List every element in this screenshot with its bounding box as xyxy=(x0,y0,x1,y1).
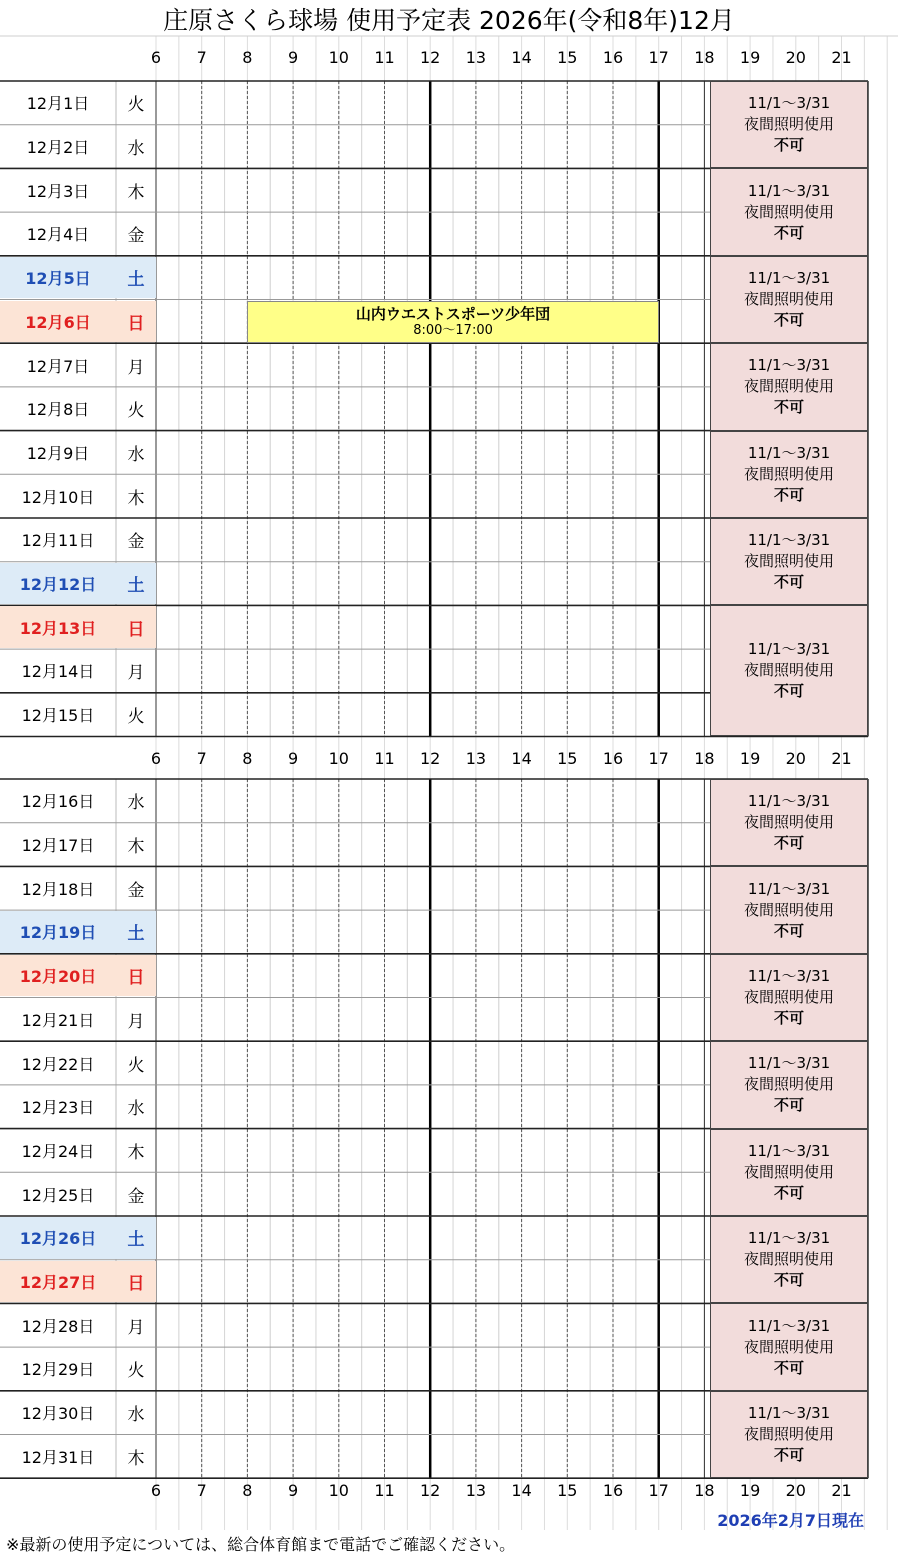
notice-line3: 不可 xyxy=(773,223,804,242)
weekday-cell: 月 xyxy=(127,357,145,378)
date-cell: 12月6日 xyxy=(0,301,116,343)
hour-label: 9 xyxy=(288,48,299,67)
notice-line3: 不可 xyxy=(773,1008,804,1027)
date-cell: 12月12日 xyxy=(0,563,116,605)
night-lighting-notice xyxy=(710,81,868,168)
hour-label: 18 xyxy=(694,1481,715,1500)
notice-line1: 11/1～3/31 xyxy=(747,792,831,811)
date-cell: 12月3日 xyxy=(26,181,90,201)
date-cell: 12月1日 xyxy=(26,94,90,114)
hour-label: 17 xyxy=(648,48,669,67)
weekday-cell: 月 xyxy=(127,1317,145,1338)
hour-label: 13 xyxy=(465,749,487,768)
hour-label: 14 xyxy=(511,48,532,67)
hour-label: 17 xyxy=(648,749,669,768)
notice-line3: 不可 xyxy=(773,310,804,329)
weekday-cell: 火 xyxy=(127,1055,145,1076)
date-cell: 12月10日 xyxy=(21,487,95,507)
booking-time: 8:00～17:00 xyxy=(413,322,493,338)
hour-label: 19 xyxy=(739,1481,761,1500)
hour-label: 16 xyxy=(602,48,624,67)
notice-line3: 不可 xyxy=(773,1445,804,1464)
notice-line3: 不可 xyxy=(773,573,804,592)
notice-line1: 11/1～3/31 xyxy=(747,879,831,898)
booking-name: 山内ウエストスポーツ少年団 xyxy=(355,304,551,323)
notice-line3: 不可 xyxy=(773,921,804,940)
weekday-cell: 木 xyxy=(127,182,145,203)
date-cell: 12月9日 xyxy=(26,443,90,463)
weekday-cell: 金 xyxy=(127,532,145,553)
hour-label: 10 xyxy=(328,1481,349,1500)
notice-line2: 夜間照明使用 xyxy=(743,813,834,832)
notice-line1: 11/1～3/31 xyxy=(747,1054,831,1073)
notice-line3: 不可 xyxy=(773,1271,804,1290)
date-cell: 12月5日 xyxy=(0,257,116,299)
night-lighting-notice xyxy=(710,431,868,518)
night-lighting-notice xyxy=(710,866,868,953)
date-cell: 12月18日 xyxy=(21,879,95,899)
notice-line3: 不可 xyxy=(773,834,804,853)
night-lighting-notice xyxy=(710,1129,868,1216)
hour-label: 20 xyxy=(785,48,806,67)
notice-line1: 11/1～3/31 xyxy=(747,1229,831,1248)
hour-label: 11 xyxy=(374,1481,395,1500)
notice-line1: 11/1～3/31 xyxy=(747,443,831,462)
hour-label: 13 xyxy=(465,1481,487,1500)
notice-line3: 不可 xyxy=(773,682,804,701)
hour-label: 10 xyxy=(328,48,349,67)
booking-block[interactable] xyxy=(247,301,658,344)
notice-line1: 11/1～3/31 xyxy=(747,966,831,985)
date-cell: 12月15日 xyxy=(21,706,95,726)
hour-label: 16 xyxy=(602,749,624,768)
hour-label: 20 xyxy=(785,1481,806,1500)
hour-label: 12 xyxy=(420,749,441,768)
date-cell: 12月17日 xyxy=(21,836,95,856)
date-cell: 12月13日 xyxy=(0,606,116,648)
notice-line3: 不可 xyxy=(773,485,804,504)
hour-label: 7 xyxy=(196,749,207,768)
notice-line3: 不可 xyxy=(773,398,804,417)
night-lighting-notice xyxy=(710,256,868,343)
weekday-cell: 木 xyxy=(127,837,145,858)
notice-line2: 夜間照明使用 xyxy=(743,377,834,396)
weekday-cell: 火 xyxy=(127,401,145,422)
night-lighting-notice xyxy=(710,343,868,430)
hour-label: 19 xyxy=(739,749,761,768)
hour-label: 7 xyxy=(196,48,207,67)
weekday-cell: 火 xyxy=(127,95,145,116)
hour-label: 17 xyxy=(648,1481,669,1500)
notice-line2: 夜間照明使用 xyxy=(743,661,834,680)
weekday-cell: 日 xyxy=(116,301,156,343)
weekday-cell: 金 xyxy=(127,1186,145,1207)
notice-line1: 11/1～3/31 xyxy=(747,1141,831,1160)
weekday-cell: 火 xyxy=(127,707,145,728)
weekday-cell: 水 xyxy=(127,1099,145,1120)
date-cell: 12月2日 xyxy=(26,138,90,158)
weekday-cell: 水 xyxy=(127,139,145,160)
weekday-cell: 土 xyxy=(116,1217,156,1259)
notice-line1: 11/1～3/31 xyxy=(747,268,831,287)
date-cell: 12月14日 xyxy=(21,662,95,682)
hour-label: 9 xyxy=(288,1481,299,1500)
weekday-cell: 金 xyxy=(127,880,145,901)
notice-line1: 11/1～3/31 xyxy=(747,531,831,550)
as-of-date: 2026年2月7日現在 xyxy=(717,1511,864,1530)
hour-label: 21 xyxy=(831,1481,852,1500)
hour-label: 6 xyxy=(150,48,162,67)
hour-label: 21 xyxy=(831,749,852,768)
hour-label: 8 xyxy=(242,1481,253,1500)
notice-line2: 夜間照明使用 xyxy=(743,900,834,919)
date-cell: 12月16日 xyxy=(21,792,95,812)
date-cell: 12月26日 xyxy=(0,1217,116,1259)
hour-label: 8 xyxy=(242,48,253,67)
night-lighting-notice xyxy=(710,954,868,1041)
weekday-cell: 金 xyxy=(127,226,145,247)
night-lighting-notice xyxy=(710,1303,868,1390)
hour-label: 16 xyxy=(602,1481,624,1500)
date-cell: 12月28日 xyxy=(21,1316,95,1336)
hour-label: 15 xyxy=(557,749,578,768)
hour-label: 10 xyxy=(328,749,349,768)
notice-line3: 不可 xyxy=(773,136,804,155)
hour-label: 15 xyxy=(557,48,578,67)
weekday-cell: 土 xyxy=(116,563,156,605)
hour-label: 12 xyxy=(420,48,441,67)
date-cell: 12月21日 xyxy=(21,1010,95,1030)
hour-label: 7 xyxy=(196,1481,207,1500)
date-cell: 12月29日 xyxy=(21,1360,95,1380)
notice-line2: 夜間照明使用 xyxy=(743,552,834,571)
weekday-cell: 水 xyxy=(127,1405,145,1426)
date-cell: 12月11日 xyxy=(21,531,95,551)
night-lighting-notice xyxy=(710,168,868,255)
notice-line2: 夜間照明使用 xyxy=(743,464,834,483)
hour-label: 11 xyxy=(374,48,395,67)
date-cell: 12月23日 xyxy=(21,1098,95,1118)
notice-line2: 夜間照明使用 xyxy=(743,1075,834,1094)
night-lighting-notice xyxy=(710,1216,868,1303)
notice-line1: 11/1～3/31 xyxy=(747,640,831,659)
hour-label: 15 xyxy=(557,1481,578,1500)
night-lighting-notice xyxy=(710,779,868,866)
hour-label: 6 xyxy=(150,749,162,768)
weekday-cell: 水 xyxy=(127,793,145,814)
notice-line2: 夜間照明使用 xyxy=(743,1337,834,1356)
date-cell: 12月19日 xyxy=(0,911,116,953)
hour-label: 21 xyxy=(831,48,852,67)
notice-line2: 夜間照明使用 xyxy=(743,1424,834,1443)
weekday-cell: 日 xyxy=(116,606,156,648)
notice-line2: 夜間照明使用 xyxy=(743,1250,834,1269)
night-lighting-notice xyxy=(710,518,868,605)
hour-label: 20 xyxy=(785,749,806,768)
notice-line1: 11/1～3/31 xyxy=(747,181,831,200)
hour-label: 13 xyxy=(465,48,487,67)
date-cell: 12月7日 xyxy=(26,356,90,376)
date-cell: 12月31日 xyxy=(21,1447,95,1467)
date-cell: 12月8日 xyxy=(26,400,90,420)
date-cell: 12月27日 xyxy=(0,1261,116,1303)
notice-line2: 夜間照明使用 xyxy=(743,115,834,134)
weekday-cell: 月 xyxy=(127,1011,145,1032)
hour-label: 8 xyxy=(242,749,253,768)
notice-line3: 不可 xyxy=(773,1183,804,1202)
weekday-cell: 日 xyxy=(116,955,156,997)
weekday-cell: 木 xyxy=(127,1142,145,1163)
hour-label: 11 xyxy=(374,749,395,768)
night-lighting-notice xyxy=(710,1391,868,1478)
hour-label: 14 xyxy=(511,749,532,768)
hour-label: 6 xyxy=(150,1481,162,1500)
night-lighting-notice xyxy=(710,605,868,736)
weekday-cell: 土 xyxy=(116,911,156,953)
night-lighting-notice xyxy=(710,1041,868,1128)
hour-label: 14 xyxy=(511,1481,532,1500)
date-cell: 12月4日 xyxy=(26,225,90,245)
date-cell: 12月25日 xyxy=(21,1185,95,1205)
notice-line2: 夜間照明使用 xyxy=(743,987,834,1006)
weekday-cell: 土 xyxy=(116,257,156,299)
date-cell: 12月30日 xyxy=(21,1404,95,1424)
hour-label: 9 xyxy=(288,749,299,768)
date-cell: 12月22日 xyxy=(21,1054,95,1074)
date-cell: 12月24日 xyxy=(21,1141,95,1161)
notice-line2: 夜間照明使用 xyxy=(743,289,834,308)
weekday-cell: 月 xyxy=(127,663,145,684)
notice-line1: 11/1～3/31 xyxy=(747,356,831,375)
page-title: 庄原さくら球場 使用予定表 2026年(令和8年)12月 xyxy=(163,6,735,35)
notice-line1: 11/1～3/31 xyxy=(747,1316,831,1335)
hour-label: 19 xyxy=(739,48,761,67)
notice-line1: 11/1～3/31 xyxy=(747,1403,831,1422)
notice-line3: 不可 xyxy=(773,1358,804,1377)
weekday-cell: 木 xyxy=(127,1448,145,1469)
weekday-cell: 火 xyxy=(127,1361,145,1382)
hour-label: 18 xyxy=(694,749,715,768)
date-cell: 12月20日 xyxy=(0,955,116,997)
footnote: ※最新の使用予定については、総合体育館まで電話でご確認ください。 xyxy=(6,1535,516,1554)
hour-label: 12 xyxy=(420,1481,441,1500)
notice-line3: 不可 xyxy=(773,1096,804,1115)
notice-line1: 11/1～3/31 xyxy=(747,94,831,113)
notice-line2: 夜間照明使用 xyxy=(743,202,834,221)
weekday-cell: 日 xyxy=(116,1261,156,1303)
weekday-cell: 水 xyxy=(127,444,145,465)
weekday-cell: 木 xyxy=(127,488,145,509)
notice-line2: 夜間照明使用 xyxy=(743,1162,834,1181)
hour-label: 18 xyxy=(694,48,715,67)
